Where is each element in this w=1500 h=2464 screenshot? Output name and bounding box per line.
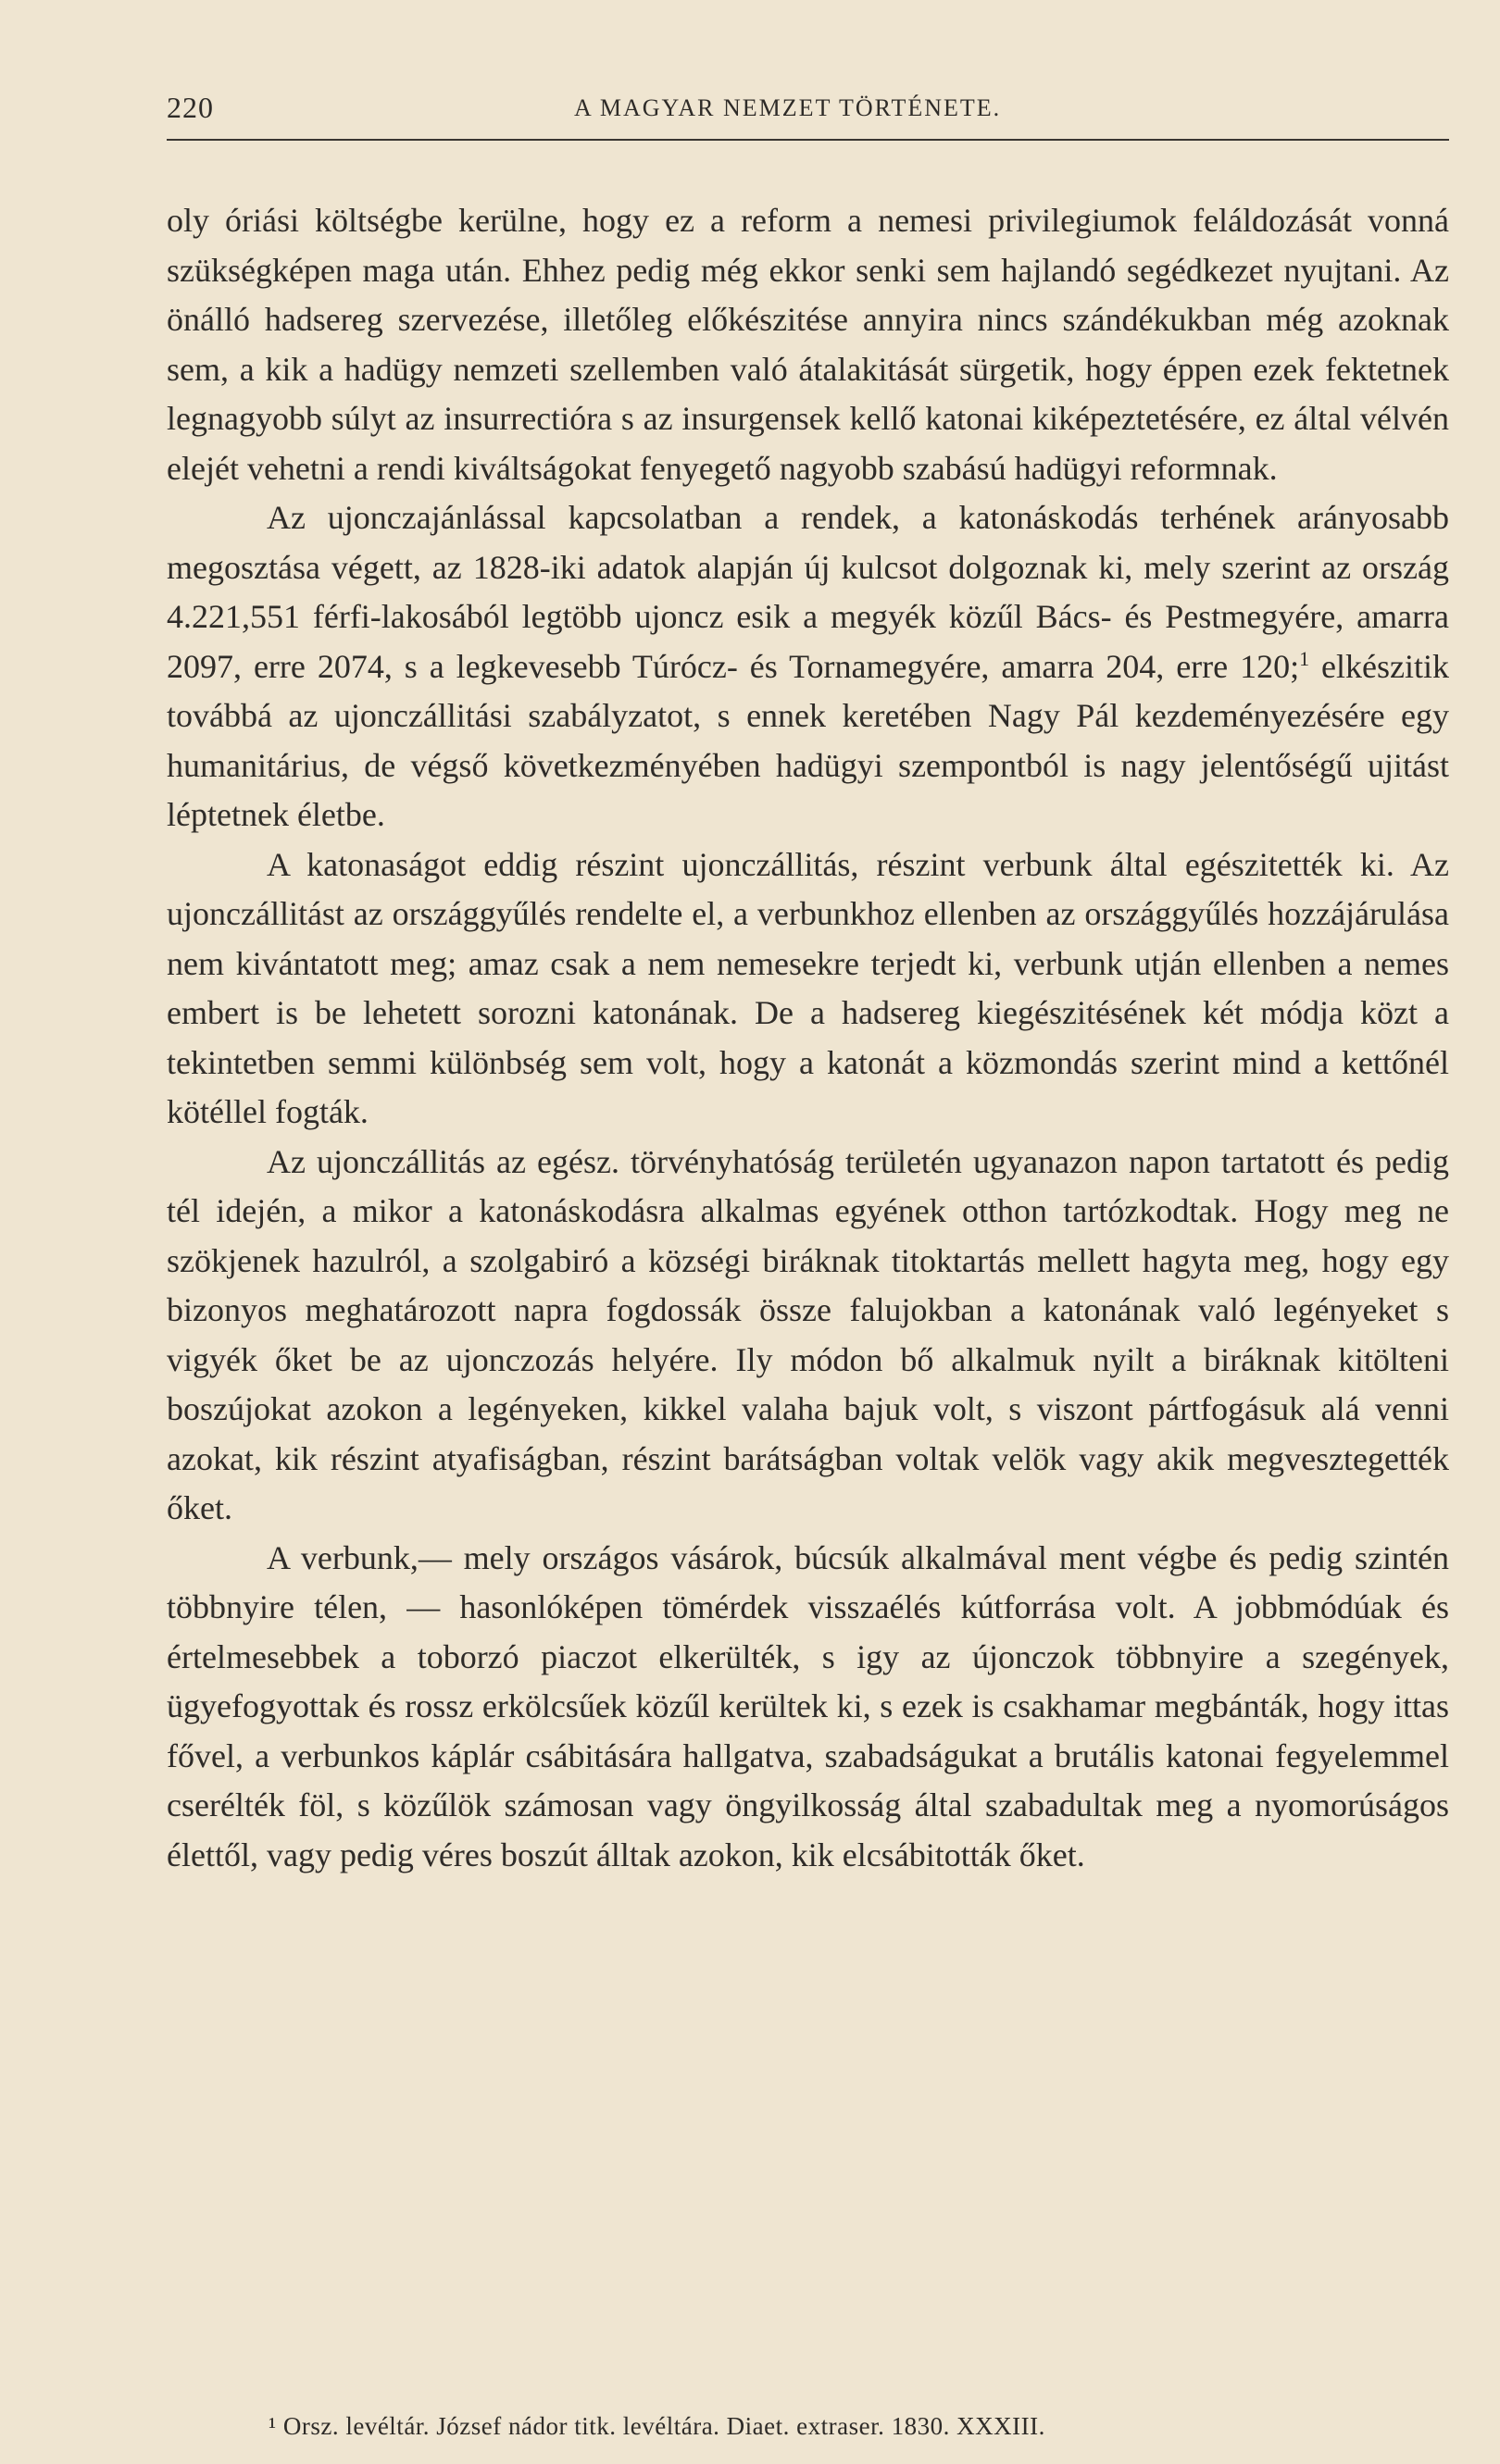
- header-rule: [167, 139, 1449, 141]
- paragraph-3: A katonaságot eddig részint ujonczállitás, részint verbunk által egészitették ki. Az ujonczállitást az országgyűlés rendelte el, a verbunkhoz ellenben az országgyűlés hozzájárulása nem kivántatott meg; amaz csak a nem nemesekre terjedt ki, verbunk utján ellenben a nemes embert is be lehetett sorozni katonának. De a hadsereg kiegészitésének két módja közt a tekintetben semmi különbség sem volt, hogy a katonát a közmondás szerint mind a kettőnél kötéllel fogták.: [167, 845, 1449, 1130]
- paragraph-2-text: Az ujonczajánlással kapcsolatban a rendek, a katonáskodás terhének arányosabb megosztása végett, az 1828-iki adatok alapján új kulcsot dolgoznak ki, mely szerint az ország 4.221,551 férfi-lakosából legtöbb ujoncz esik a megyék közűl Bács- és Pestmegyére, amarra 2097, erre 2074, s a legkevesebb Túrócz- és Tornamegyére, amarra 204, erre 120;: [167, 499, 1449, 685]
- footnote-text: Orsz. levéltár. József nádor titk. levéltára. Diaet. extraser. 1830. XXXIII.: [282, 2412, 1045, 2440]
- page-number: 220: [167, 91, 214, 124]
- running-title: A MAGYAR NEMZET TÖRTÉNETE.: [574, 94, 1002, 121]
- running-head: [167, 91, 1449, 137]
- paragraph-4: Az ujonczállitás az egész. törvényhatóság területén ugyanazon napon tartatott és pedig tél idején, a mikor a katonáskodásra alkalmas egyének otthon tartózkodtak. Hogy meg ne szökjenek hazulról, a szolgabiró a községi biráknak titoktartás mellett hagyta meg, hogy egy bizonyos meghatározott napra fogdossák össze falujokban a katonának való legényeket s vigyék őket be az ujonczozás helyére. Ily módon bő alkalmuk nyilt a biráknak kitölteni boszújokat azokon a legényeken, kikkel valaha bajuk volt, s viszont pártfogásuk alá venni azokat, kik részint atyafiságban, részint barátságban voltak velök vagy akik megvesztegették őket.: [167, 1142, 1449, 1526]
- paragraph-2: [167, 493, 1449, 840]
- paragraph-1: oly óriási költségbe kerülne, hogy ez a reform a nemesi privilegiumok feláldozását vonná szükségképen maga után. Ehhez pedig még ekkor senki sem hajlandó segédkezet nyujtani. Az önálló hadsereg szervezése, illetőleg előkészitése annyira nincs szándékukban még azoknak sem, a kik a hadügy nemzeti szellemben való átalakitását sürgetik, hogy éppen ezek fektetnek legnagyobb súlyt az insurrectióra s az insurgensek kellő katonai kiképeztetésére, ez által vélvén elejét vehetni a rendi kiváltságokat fenyegető nagyobb szabású hadügyi reformnak.: [167, 202, 1449, 487]
- paragraph-2-continuation: elkészitik továbbá az ujonczállitási szabályzatot, s ennek keretében Nagy Pál kezdeményezésére egy humanitárius, de végső következményében hadügyi szempontból is nagy jelentőségű ujitást léptetnek életbe.: [167, 647, 1449, 833]
- footnote-reference: 1: [1299, 646, 1310, 670]
- footnote: [269, 2412, 1045, 2441]
- paragraph-5: A verbunk,— mely országos vásárok, búcsúk alkalmával ment végbe és pedig szintén többnyire télen, — hasonlóképen tömérdek visszaélés kútforrása volt. A jobbmódúak és értelmesebbek a toborzó piaczot elkerülték, s igy az újonczok többnyire a szegények, ügyefogyottak és rossz erkölcsűek közűl kerültek ki, s ezek is csakhamar megbánták, hogy ittas fővel, a verbunkos káplár csábitására hallgatva, szabadságukat a brutális katonai fegyelemmel cserélték föl, s közűlök számosan vagy öngyilkosság által szabadultak meg a nyomorúságos élettől, vagy pedig véres boszút álltak azokon, kik elcsábitották őket.: [167, 1538, 1449, 1873]
- body-text: [167, 196, 1449, 1880]
- footnote-marker: ¹: [269, 2412, 277, 2440]
